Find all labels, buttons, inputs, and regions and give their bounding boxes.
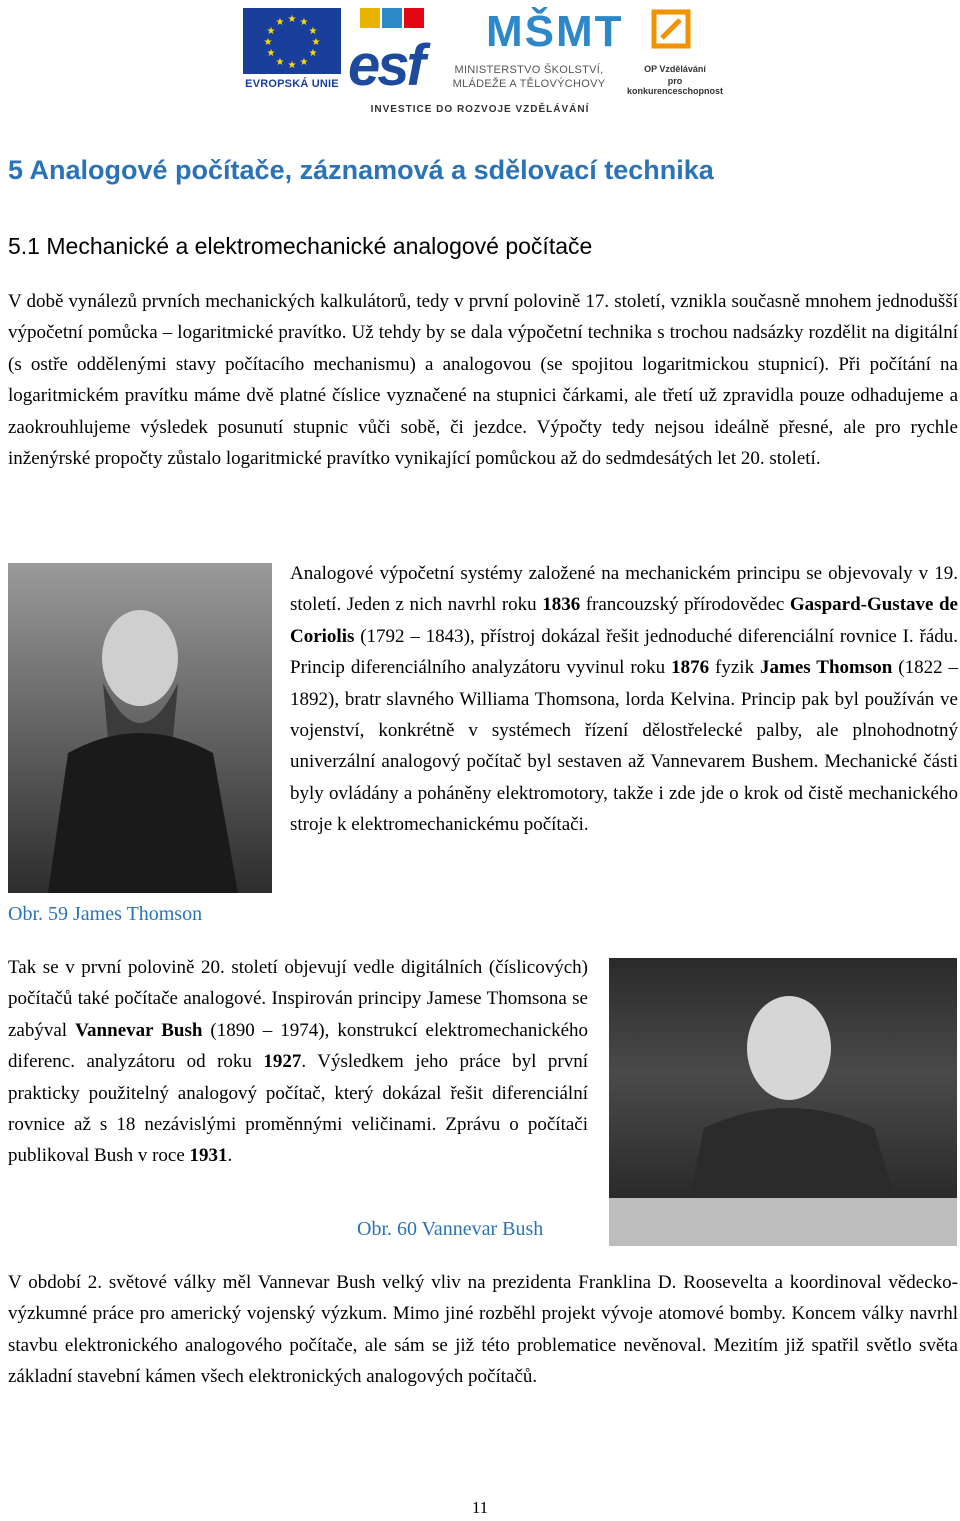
page-number: 11 xyxy=(471,1498,489,1517)
header-logos xyxy=(0,0,960,120)
eu-label: EVROPSKÁ UNIE xyxy=(245,78,339,90)
msmt-logo xyxy=(444,6,624,96)
investice-tagline: INVESTICE DO ROZVOJE VZDĚLÁVÁNÍ xyxy=(370,104,590,115)
svg-text:★: ★ xyxy=(299,17,309,28)
svg-text:★: ★ xyxy=(275,57,285,68)
esf-square-icon xyxy=(382,8,402,28)
op-logo xyxy=(620,8,730,96)
figure-caption-60: Obr. 60 Vannevar Bush xyxy=(357,1218,544,1240)
msmt-line-2: MLÁDEŽE A TĚLOVÝCHOVY xyxy=(452,78,606,90)
svg-text:★: ★ xyxy=(287,14,297,25)
section-heading: 5.1 Mechanické a elektromechanické analogové počítače xyxy=(8,233,593,259)
svg-text:★: ★ xyxy=(308,48,318,59)
eu-stars-icon xyxy=(243,8,341,74)
chapter-heading: 5 Analogové počítače, záznamová a sdělovací technika xyxy=(8,155,714,185)
msmt-line-1: MINISTERSTVO ŠKOLSTVÍ, xyxy=(454,64,604,76)
portrait-silhouette-icon xyxy=(609,958,957,1246)
paragraph-intro: V době vynálezů prvních mechanických kalkulátorů, tedy v první polovině 17. století, vznikla současně mnohem jednodušší výpočetní pomůcka – logaritmické pravítko. Už tehdy by se dala výpočetní technika s trochou nadsázky rozdělit na digitální (s ostře oddělenými stavy počítacího mechanismu) a analogovou (se spojitou logaritmickou stupnicí). Při počítání na logaritmickém pravítku máme dvě platné číslice vyznačené na stupnici čárkami, ale třetí už zpravidla pouze odhadujeme a zaokrouhlujeme výsledek posunutí stupnic vůči sobě, či jezdce. Výpočty tedy nejsou ideálně přesné, ale pro rychle inženýrské propočty zůstalo logaritmické pravítko vynikající pomůckou až do sedmdesátých let 20. století. xyxy=(8,291,958,470)
op-line-1: OP Vzdělávání xyxy=(644,64,706,74)
svg-text:★: ★ xyxy=(275,17,285,28)
msmt-wordmark: MŠMT xyxy=(486,7,624,56)
eu-logo xyxy=(243,8,341,94)
james-thomson-photo xyxy=(8,563,272,893)
vannevar-bush-photo xyxy=(609,958,957,1246)
svg-text:★: ★ xyxy=(263,37,273,48)
svg-text:★: ★ xyxy=(311,37,321,48)
esf-square-icon xyxy=(404,8,424,28)
svg-text:★: ★ xyxy=(299,57,309,68)
op-line-2: pro konkurenceschopnost xyxy=(626,76,724,96)
figure-caption-59: Obr. 59 James Thomson xyxy=(8,903,203,925)
svg-text:★: ★ xyxy=(266,48,276,59)
esf-wordmark: esf xyxy=(348,33,423,98)
paragraph-ww2: V období 2. světové války měl Vannevar Bush velký vliv na prezidenta Franklina D. Roosevelta a koordinoval vědecko-výzkumné práce pro americký vojenský výzkum. Mimo jiné rozběhl projekt vývoje atomové bomby. Koncem války navrhl stavbu elektronického analogového počítače, ale sám se již této problematice nevěnoval. Mezitím již spatřil světlo světa základní stavební kámen všech elektronických analogových počítačů. xyxy=(8,1272,958,1388)
paragraph-bush: Tak se v první polovině 20. století objevují vedle digitálních (číslicových) počítačů také počítače analogové. Inspirován principy Jamese Thomsona se zabýval Vannevar Bush (1890 – 1974), konstrukcí elektromechanického diferenc. analyzátoru od roku 1927. Výsledkem jeho práce byl první prakticky použitelný analogový počítač, který dokázal řešit diferenciální rovnice až s 18 nezávislými proměnnými veličinami. Zprávu o počítači publikoval Bush v roce 1931. xyxy=(8,957,589,1167)
eu-flag-icon xyxy=(243,8,341,74)
svg-text:★: ★ xyxy=(287,60,297,71)
esf-logo xyxy=(348,8,438,96)
esf-square-icon xyxy=(360,8,380,28)
portrait-silhouette-icon xyxy=(8,563,272,893)
op-arrow-icon xyxy=(650,8,694,56)
svg-text:★: ★ xyxy=(266,26,276,37)
paragraph-analog-history: Analogové výpočetní systémy založené na mechanickém principu se objevovaly v 19. století. Jeden z nich navrhl roku 1836 francouzský přírodovědec Gaspard-Gustave de Coriolis (1792 – 1843), přístroj dokázal řešit jednoduché diferenciální rovnice I. řádu. Princip diferenciálního analyzátoru vyvinul roku 1876 fyzik James Thomson (1822 – 1892), bratr slavného Williama Thomsona, lorda Kelvina. Princip pak byl používán ve vojenství, konkrétně v systémech řízení dělostřelecké palby, ale plnohodnotný univerzální analogový počítač byl sestaven až Vannevarem Bushem. Mechanické části byly ovládány a poháněny elektromotory, takže i zde jde o krok od čistě mechanického stroje k elektromechanickému počítači. xyxy=(290,563,959,836)
svg-text:★: ★ xyxy=(308,26,318,37)
